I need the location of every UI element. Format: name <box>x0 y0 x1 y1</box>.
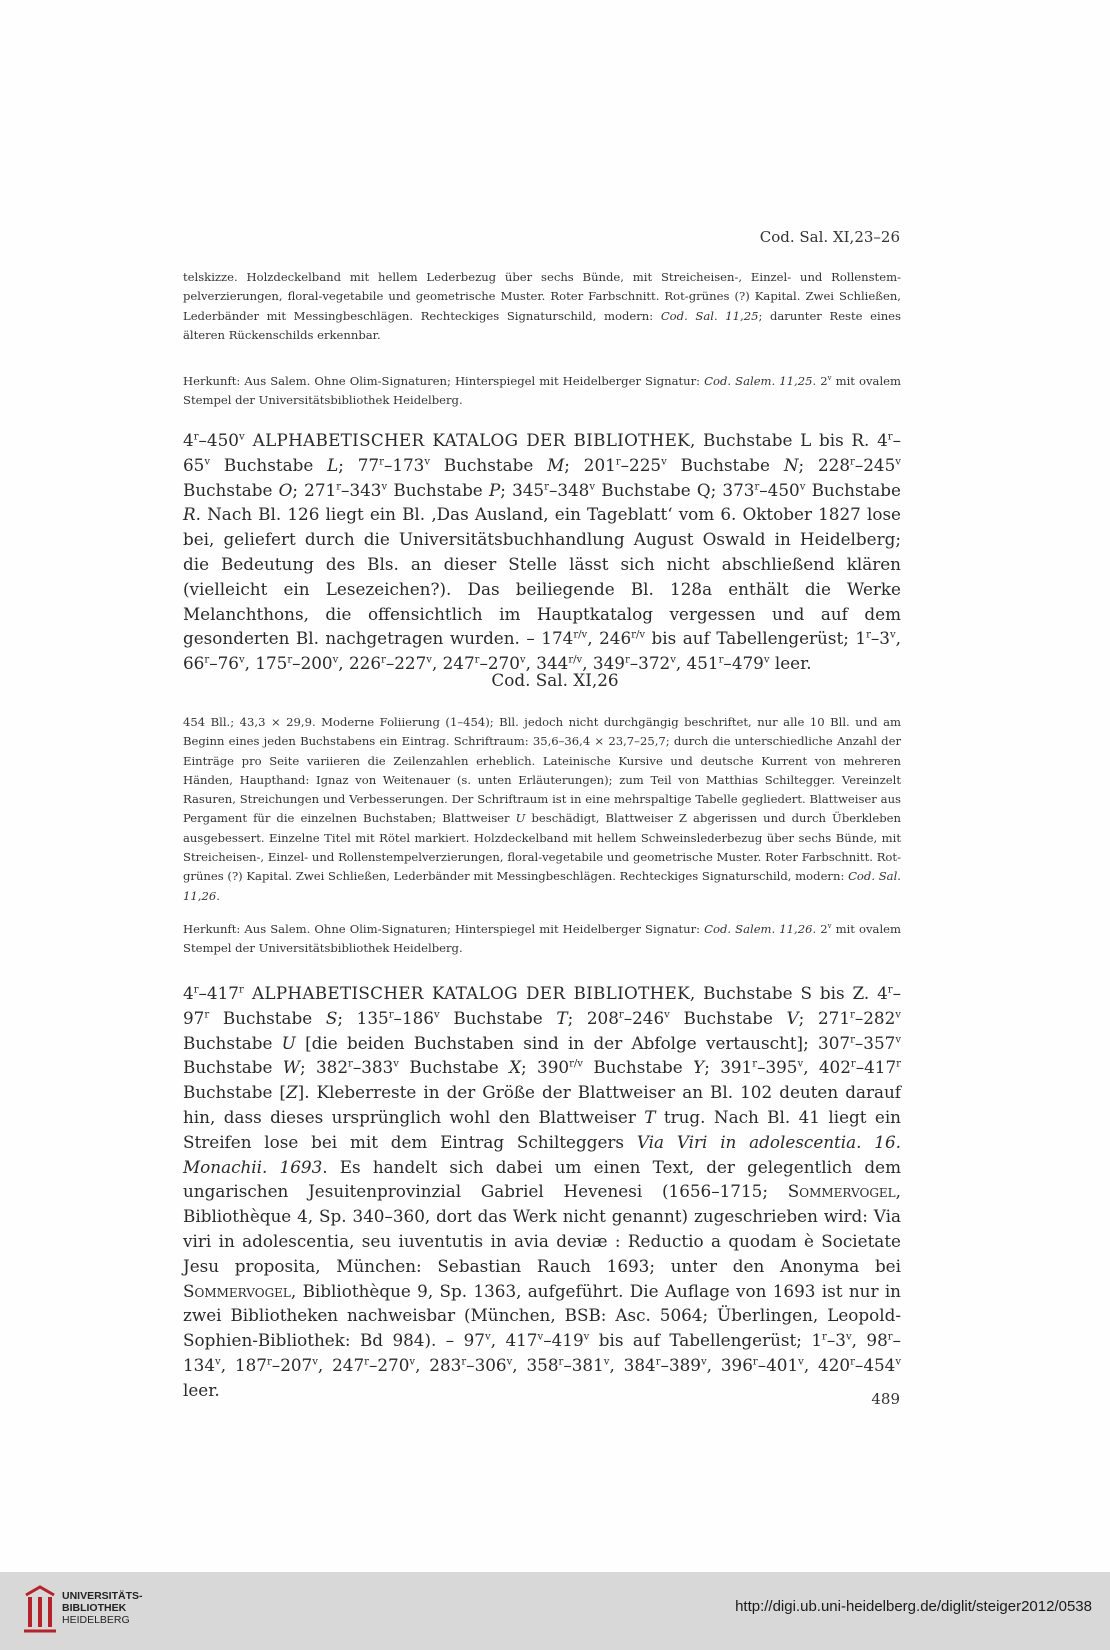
entry-title: ALPHABETISCHER KATALOG DER BIBLIOTHEK <box>243 983 690 1003</box>
library-logo-icon <box>22 1583 58 1635</box>
logo-text-line-1: UNIVERSITÄTS- <box>62 1590 143 1602</box>
viewer-footer-bar <box>0 1572 1110 1650</box>
catalog-entry-1126: 4$^r$–417$^r$ ALPHABETISCHER KATALOG DER BIBLIOTHEK, Buchstabe S bis Z. 4$^r$–97$^r$ Buchstabe S; 135$^r$–186$^v$ Buchstabe T; 208$^r$–246$^v$ Buchstabe V; 271$^r$–282$^v$ Buchstabe U [die beiden Buchstaben sind in der Abfolge vertauscht]; 307$^r$–357$^v$ Buchstabe W; 382$^r$–383$^v$ Buchstabe X; $390^{r/v}$ Buchstabe Y; 391$^r$–395$^v$, 402$^r$–417$^r$ Buchstabe [Z]. Kleberreste in der Größe der Blattweiser an Bl. 102 deuten darauf hin, dass dieses ursprünglich wohl den Blattweiser T trug. Nach Bl. 41 liegt ein Streifen lose bei mit dem Eintrag Schilteggers Via Viri in adolescentia. 16. Monachii. 1693. Es handelt sich dabei um einen Text, der gelegentlich dem ungarischen Jesuitenprovinzial Gabriel Hevenesi (1656–1715; Sommervogel, Bibliothèque 4, Sp. 340–360, dort das Werk nicht genannt) zugeschrieben wird: Via viri in adolescentia, seu iuventutis in avia deviæ : Reductio a quodam è Societate Jesu proposita, München: Sebastian Rauch 1693; unter den Anonyma bei Sommervogel, Bibliothèque 9, Sp. 1363, aufgeführt. Die Auflage von 1693 ist nur in zwei Bibliotheken nachweisbar (München, BSB: Asc. 5064; Überlingen, Leopold-Sophien-Bibliothek: Bd 984). – 97$^v$, 417$^v$–419$^v$ bis auf Tabellengerüst; 1$^r$–3$^v$, 98$^r$–134$^v$, 187$^r$–207$^v$, 247$^r$–270$^v$, 283$^r$–306$^v$, 358$^r$–381$^v$, 384$^r$–389$^v$, 396$^r$–401$^v$, 420$^r$–454$^v$ leer. <box>183 983 902 1400</box>
provenance-paragraph-1125: Herkunft: Aus Salem. Ohne Olim-Signaturen; Hinterspiegel mit Heidelberger Signatur: Cod. Salem. 11,25. 2$^v$ mit ovalem Stempel der Universitätsbibliothek Heidelberg. <box>183 374 902 408</box>
ub-heidelberg-logo[interactable] <box>22 1583 142 1639</box>
description-paragraph-1125: telskizze. Holzdeckelband mit hellem Lederbezug über sechs Bünde, mit Streicheisen-, Einzel- und Rollenstempelverzierungen, floral-vegetabile und geometrische Muster. Roter Farbschnitt. Rot-grünes (?) Kapital. Zwei Schließen, Lederbänder mit Messingbeschlägen. Rechteckiges Signaturschild, modern: Cod. Sal. 11,25; darunter Reste eines älteren Rückenschilds erkennbar. <box>183 270 901 342</box>
permalink-url[interactable]: http://digi.ub.uni-heidelberg.de/diglit/steiger2012/0538 <box>735 1598 1092 1615</box>
provenance-paragraph-1126: Herkunft: Aus Salem. Ohne Olim-Signaturen; Hinterspiegel mit Heidelberger Signatur: Cod. Salem. 11,26. 2$^v$ mit ovalem Stempel der Universitätsbibliothek Heidelberg. <box>183 922 902 956</box>
entry-title: ALPHABETISCHER KATALOG DER BIBLIOTHEK <box>244 430 690 450</box>
logo-text-line-3: HEIDELBERG <box>62 1614 130 1626</box>
logo-text-line-2: BIBLIOTHEK <box>62 1602 127 1614</box>
page-number: 489 <box>871 1390 900 1408</box>
description-paragraph-1126: 454 Bll.; 43,3 × 29,9. Moderne Foliierung (1–454); Bll. jedoch nicht durchgängig beschriftet, nur alle 10 Bll. und am Beginn eines jeden Buchstabens ein Eintrag. Schriftraum: 35,6–36,4 × 23,7–25,7; durch die unterschiedliche Anzahl der Einträge pro Seite variieren die Zeilenzahlen erheblich. Lateinische Kursive und deutsche Kurrent von mehreren Händen, Haupthand: Ignaz von Weitenauer (s. unten Erläuterungen); zum Teil von Matthias Schiltegger. Vereinzelt Rasuren, Streichungen und Verbesserungen. Der Schriftraum ist in eine mehrspaltige Tabelle gegliedert. Blattweiser aus Pergament für die einzelnen Buchstaben; Blattweiser U beschädigt, Blattweiser Z abgerissen und durch Überkleben ausgebessert. Einzelne Titel mit Rötel markiert. Holzdeckelband mit hellem Schweinslederbezug über sechs Bünde, mit Streicheisen-, Einzel- und Rollenstempelverzierungen, floral-vegetabile und geometrische Muster. Roter Farbschnitt. Rot-grünes (?) Kapital. Zwei Schließen, Lederbänder mit Messingbeschlägen. Rechteckiges Signaturschild, modern: Cod. Sal. 11,26. <box>183 715 902 903</box>
running-head: Cod. Sal. XI,23–26 <box>759 228 900 246</box>
catalog-entry-1125: 4$^r$–450$^v$ ALPHABETISCHER KATALOG DER BIBLIOTHEK, Buchstabe L bis R. 4$^r$–65$^v$ Buchstabe L; 77$^r$–173$^v$ Buchstabe M; 201$^r$–225$^v$ Buchstabe N; 228$^r$–245$^v$ Buchstabe O; 271$^r$–343$^v$ Buchstabe P; 345$^r$–348$^v$ Buchstabe Q; 373$^r$–450$^v$ Buchstabe R. Nach Bl. 126 liegt ein Bl. ‚Das Ausland, ein Tageblatt‘ vom 6. Oktober 1827 lose bei, geliefert durch die Universitätsbuchhandlung August Oswald in Heidelberg; die Bedeutung des Bls. an dieser Stelle lässt sich nicht abschließend klären (vielleicht ein Lesezeichen?). Das beiliegende Bl. 128a enthält die Werke Melanchthons, die offensichtlich im Hauptkatalog vergessen und auf dem gesonderten Bl. nachgetragen wurden. – $174^{r/v}$, $246^{r/v}$ bis auf Tabellengerüst; 1$^r$–3$^v$, 66$^r$–76$^v$, 175$^r$–200$^v$, 226$^r$–227$^v$, 247$^r$–270$^v$, $344^{r/v}$, 349$^r$–372$^v$, 451$^r$–479$^v$ leer. <box>183 430 902 674</box>
section-heading-1126: Cod. Sal. XI,26 <box>491 670 619 690</box>
